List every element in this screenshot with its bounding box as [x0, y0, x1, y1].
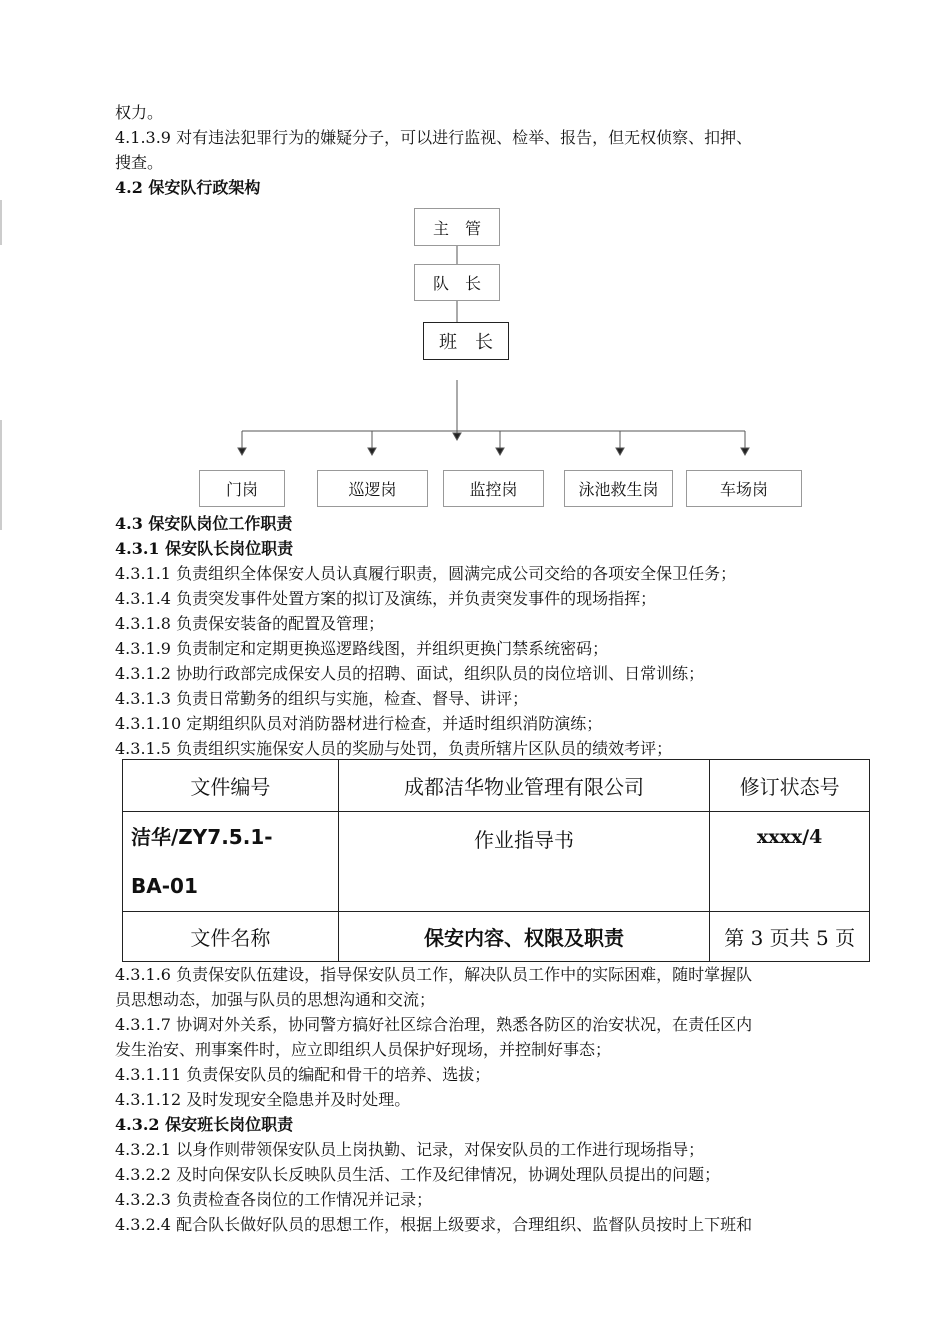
- org-box-post-parking: 车场岗: [686, 470, 802, 507]
- doc-number-line2: BA-01: [131, 873, 198, 898]
- doc-name-label: 文件名称: [123, 912, 339, 962]
- org-box-post-monitor: 监控岗: [443, 470, 544, 507]
- org-chart-connectors: [0, 0, 950, 520]
- document-header-table: [122, 759, 870, 962]
- arrow-head: [741, 448, 749, 455]
- text-line: 4.1.3.9 对有违法犯罪行为的嫌疑分子，可以进行监视、检举、报告，但无权侦察、扣押、: [115, 128, 753, 147]
- arrow-head: [238, 448, 246, 455]
- duty-item: 4.3.1.5 负责组织实施保安人员的奖励与处罚，负责所辖片区队员的绩效考评；: [115, 739, 673, 758]
- duty-item: 4.3.1.4 负责突发事件处置方案的拟订及演练，并负责突发事件的现场指挥；: [115, 589, 657, 608]
- org-box-captain: 队 长: [414, 264, 500, 301]
- doc-number-label: 文件编号: [123, 760, 339, 812]
- arrow-head: [496, 448, 504, 455]
- org-box-supervisor: 主 管: [414, 208, 500, 246]
- arrow-head: [616, 448, 624, 455]
- org-box-post-gate: 门岗: [199, 470, 285, 507]
- duty-item: 4.3.1.9 负责制定和定期更换巡逻路线图，并组织更换门禁系统密码；: [115, 639, 609, 658]
- duty-item: 4.3.1.3 负责日常勤务的组织与实施，检查、督导、讲评；: [115, 689, 529, 708]
- duty-item: 员思想动态，加强与队员的思想沟通和交流；: [115, 990, 436, 1009]
- duty-item: 4.3.2.2 及时向保安队长反映队员生活、工作及纪律情况，协调处理队员提出的问题；: [115, 1165, 721, 1184]
- doc-number-value: [123, 812, 339, 912]
- duty-item: 4.3.1.6 负责保安队伍建设，指导保安队员工作，解决队员工作中的实际困难，随时掌握队: [115, 965, 753, 984]
- company-name: 成都洁华物业管理有限公司: [338, 760, 710, 812]
- arrow-head: [453, 433, 461, 440]
- org-box-post-lifeguard: 泳池救生岗: [564, 470, 673, 507]
- duty-item: 发生治安、刑事案件时，应立即组织人员保护好现场，并控制好事态；: [115, 1040, 612, 1059]
- duty-item: 4.3.1.1 负责组织全体保安人员认真履行职责，圆满完成公司交给的各项安全保卫任务；: [115, 564, 737, 583]
- revision-value: xxxx/4: [710, 812, 870, 912]
- org-box-team-leader: 班 长: [423, 322, 509, 360]
- duty-item: 4.3.1.12 及时发现安全隐患并及时处理。: [115, 1090, 411, 1109]
- duty-item: 4.3.1.8 负责保安装备的配置及管理；: [115, 614, 385, 633]
- doc-number-line1: 洁华/ZY7.5.1-: [131, 824, 273, 849]
- duty-item: 4.3.1.10 定期组织队员对消防器材进行检查，并适时组织消防演练；: [115, 714, 603, 733]
- section-heading: 4.3.2 保安班长岗位职责: [115, 1115, 294, 1134]
- text-line: 搜查。: [115, 153, 164, 172]
- section-heading: 4.2 保安队行政架构: [115, 178, 261, 197]
- section-heading: 4.3.1 保安队长岗位职责: [115, 539, 294, 558]
- duty-item: 4.3.1.11 负责保安队员的编配和骨干的培养、选拔；: [115, 1065, 491, 1084]
- doc-type: 作业指导书: [338, 812, 710, 912]
- org-box-post-patrol: 巡逻岗: [317, 470, 428, 507]
- revision-label: 修订状态号: [710, 760, 870, 812]
- duty-item: 4.3.1.2 协助行政部完成保安人员的招聘、面试，组织队员的岗位培训、日常训练；: [115, 664, 705, 683]
- duty-item: 4.3.1.7 协调对外关系，协同警方搞好社区综合治理，熟悉各防区的治安状况，在责任区内: [115, 1015, 753, 1034]
- arrow-head: [368, 448, 376, 455]
- page-info: 第 3 页共 5 页: [710, 912, 870, 962]
- duty-item: 4.3.2.4 配合队长做好队员的思想工作，根据上级要求，合理组织、监督队员按时上下班和: [115, 1215, 753, 1234]
- doc-name-value: 保安内容、权限及职责: [338, 912, 710, 962]
- section-heading: 4.3 保安队岗位工作职责: [115, 514, 293, 533]
- duty-item: 4.3.2.3 负责检查各岗位的工作情况并记录；: [115, 1190, 433, 1209]
- text-line: 权力。: [115, 103, 164, 122]
- duty-item: 4.3.2.1 以身作则带领保安队员上岗执勤、记录，对保安队员的工作进行现场指导；: [115, 1140, 705, 1159]
